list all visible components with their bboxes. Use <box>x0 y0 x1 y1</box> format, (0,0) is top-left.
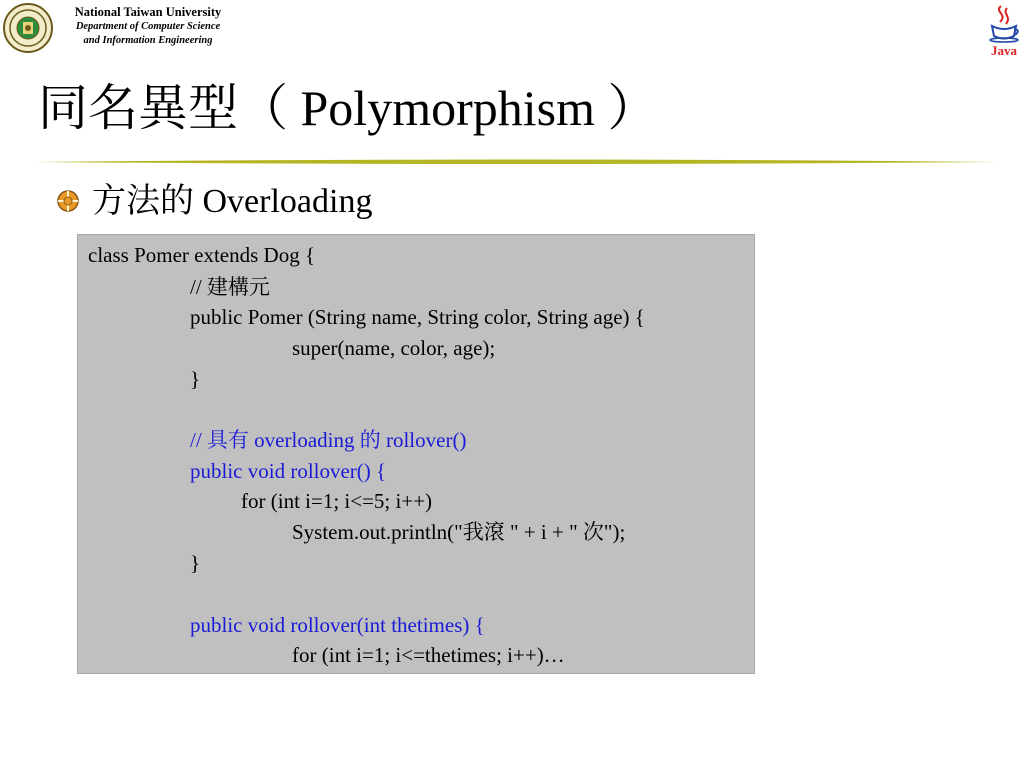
department-line-1: Department of Computer Science <box>75 21 221 32</box>
code-line: } <box>190 551 201 575</box>
code-line: public void rollover(int thetimes) { <box>190 613 485 637</box>
code-line: // 具有 overloading 的 rollover() <box>190 428 467 452</box>
code-line: // 建構元 <box>190 275 270 299</box>
slide-title: 同名異型（ Polymorphism ） <box>38 80 658 136</box>
university-seal-icon <box>2 2 54 54</box>
code-block <box>77 234 755 674</box>
code-line: for (int i=1; i<=thetimes; i++)… <box>292 643 565 667</box>
university-name: National Taiwan University <box>74 5 222 19</box>
code-line: } <box>190 367 201 391</box>
code-line: public void rollover() { <box>190 459 387 483</box>
department-line-2: and Information Engineering <box>83 35 213 46</box>
code-line: class Pomer extends Dog { <box>88 243 316 267</box>
title-divider <box>36 158 996 166</box>
code-line: public Pomer (String name, String color, String age) { <box>190 305 645 329</box>
svg-text:Java: Java <box>991 43 1017 58</box>
bullet-circle-icon <box>56 189 80 213</box>
code-line: System.out.println("我滾 " + i + " 次"); <box>292 520 626 544</box>
java-logo-icon <box>984 2 1024 58</box>
code-line: for (int i=1; i<=5; i++) <box>241 489 433 513</box>
institution-header <box>58 4 238 48</box>
bullet-text: 方法的 Overloading <box>92 183 373 220</box>
code-line: super(name, color, age); <box>292 336 496 360</box>
